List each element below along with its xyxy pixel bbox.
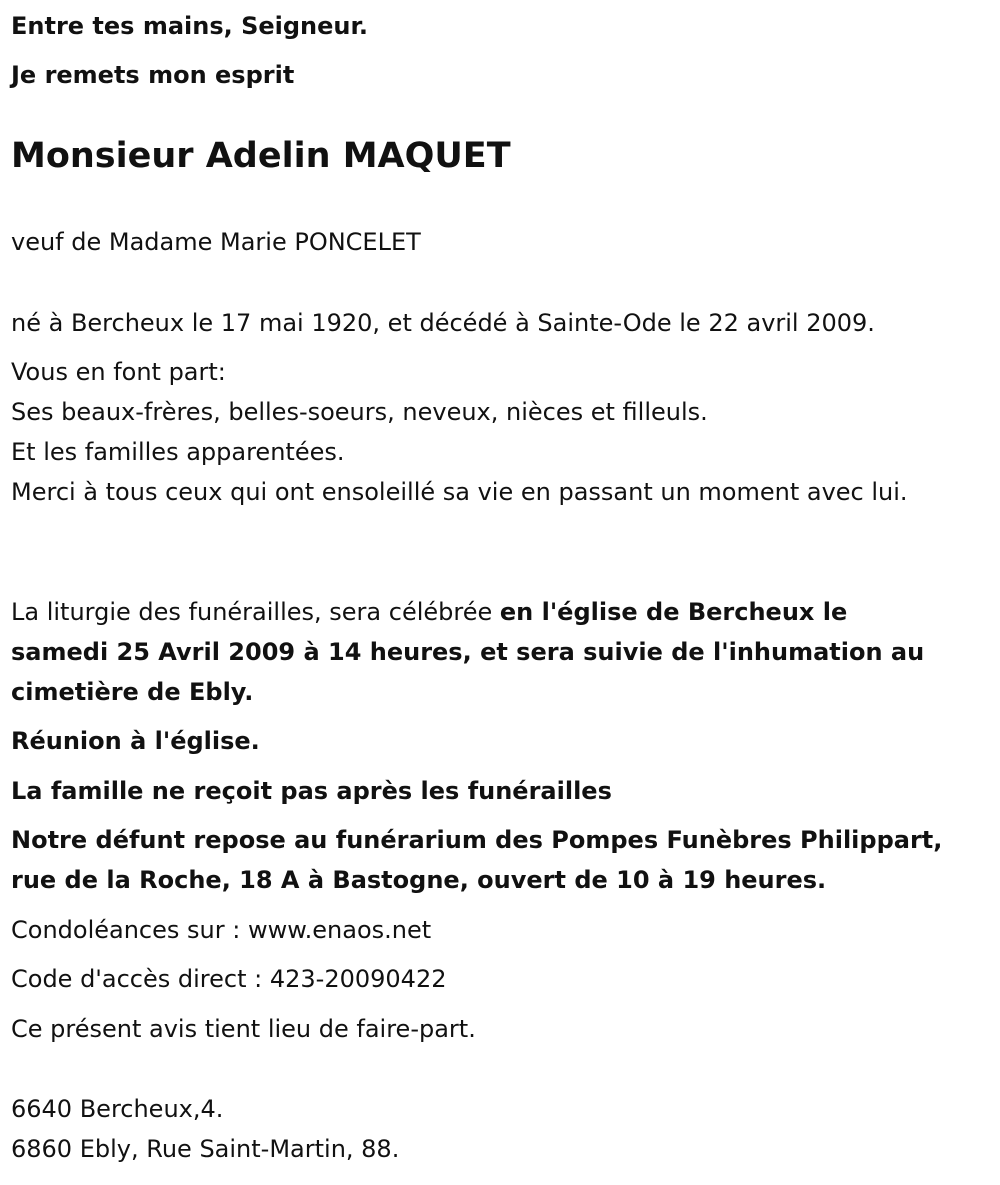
announcement-block	[11, 352, 986, 512]
address-line-2: 6860 Ebly, Rue Saint-Martin, 88.	[11, 1135, 400, 1163]
deceased-name: Monsieur Adelin MAQUET	[11, 136, 511, 176]
header-line-1: Entre tes mains, Seigneur.	[11, 12, 369, 40]
access-code-line: Code d'accès direct : 423-20090422	[11, 965, 447, 993]
announcement-intro: Vous en font part:	[11, 358, 226, 386]
condolences-line: Condoléances sur : www.enaos.net	[11, 916, 432, 944]
no-reception-line: La famille ne reçoit pas après les funérailles	[11, 777, 612, 805]
address-block	[11, 1089, 986, 1169]
funeral-intro: La liturgie des funérailles, sera célébrée	[11, 598, 500, 626]
announcement-thanks: Merci à tous ceux qui ont ensoleillé sa vie en passant un moment avec lui.	[11, 478, 908, 506]
header-line-2: Je remets mon esprit	[11, 61, 295, 89]
spouse-line: veuf de Madame Marie PONCELET	[11, 228, 421, 256]
birth-death-line: né à Bercheux le 17 mai 1920, et décédé à Sainte-Ode le 22 avril 2009.	[11, 309, 875, 337]
repose-line-1: Notre défunt repose au funérarium des Pompes Funèbres Philippart,	[11, 826, 943, 854]
address-line-1: 6640 Bercheux,4.	[11, 1095, 224, 1123]
repose-block	[11, 820, 986, 900]
repose-line-2: rue de la Roche, 18 A à Bastogne, ouvert de 10 à 19 heures.	[11, 866, 827, 894]
announcement-family-1: Ses beaux-frères, belles-soeurs, neveux, nièces et filleuls.	[11, 398, 708, 426]
funeral-paragraph	[11, 592, 946, 712]
announcement-family-2: Et les familles apparentées.	[11, 438, 345, 466]
funeral-details: en l'église de Bercheux le samedi 25 Avril 2009 à 14 heures, et sera suivie de l'inhumation au cimetière de Ebly.	[11, 598, 925, 706]
meeting-line: Réunion à l'église.	[11, 727, 260, 755]
notice-line: Ce présent avis tient lieu de faire-part.	[11, 1015, 476, 1043]
